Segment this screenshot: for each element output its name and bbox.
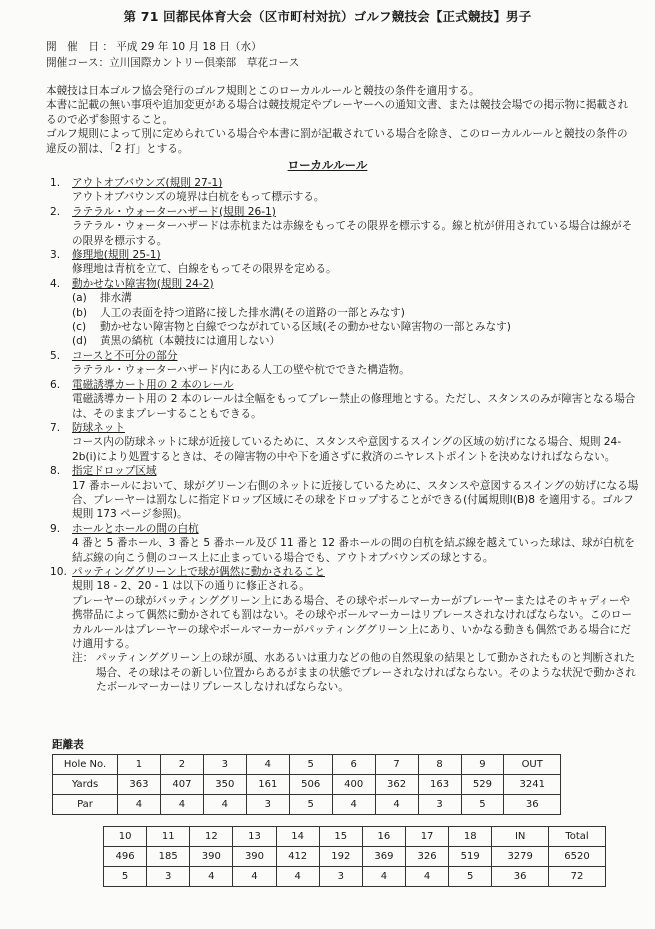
rule-body-text: ラテラル・ウォーターハザード内にある人工の壁や杭でできた構造物。 <box>72 364 410 377</box>
rule-body-text: 規則 18 - 2、20 - 1 は以下の通りに修正される。 <box>72 580 310 593</box>
table-row <box>104 827 606 847</box>
table-cell: 3 <box>418 795 461 815</box>
rule-item <box>50 176 640 205</box>
table-cell: 529 <box>461 775 504 795</box>
rule-note <box>50 651 640 694</box>
rule-body-text: アウトオブバウンズの境界は白杭をもって標示する。 <box>72 191 325 204</box>
table-cell: 3 <box>246 795 289 815</box>
sub-item-mark: (a) <box>72 292 87 305</box>
rule-item <box>50 421 640 464</box>
rule-heading <box>50 421 640 435</box>
table-cell: 4 <box>118 795 161 815</box>
table-cell: 363 <box>118 775 161 795</box>
table-row <box>53 795 561 815</box>
table-cell: 5 <box>289 755 332 775</box>
event-date: 開 催 日 ： 平成 29 年 10 月 18 日（水） <box>46 41 262 53</box>
rule-sub-item <box>72 306 640 320</box>
table-cell: 6520 <box>549 847 606 867</box>
table-cell: Par <box>53 795 118 815</box>
intro-text <box>46 84 636 156</box>
rule-body-text: 修理地は青杭を立て、白線をもってその限界を定める。 <box>72 263 337 276</box>
note-mark: 注： <box>72 652 94 665</box>
rule-body-text: ラテラル・ウォーターハザードは赤杭または赤線をもってその限界を標示する。線と杭が併用されている場合は線がその限界を標示する。 <box>72 220 633 247</box>
rule-item <box>50 378 640 421</box>
table-cell: 4 <box>362 867 405 887</box>
rule-body <box>50 392 640 421</box>
table-cell: 163 <box>418 775 461 795</box>
table-cell: 350 <box>203 775 246 795</box>
rule-title: 動かせない障害物(規則 24-2) <box>72 277 214 290</box>
rule-number: 7. <box>50 421 61 434</box>
sub-item-text: 黄黒の縞杭（本競技には適用しない） <box>100 335 281 348</box>
table-cell: Total <box>549 827 606 847</box>
table-cell: 185 <box>147 847 190 867</box>
rule-title: ホールとホールの間の白杭 <box>72 522 199 535</box>
rule-heading <box>50 277 640 291</box>
rule-item <box>50 464 640 522</box>
rule-body-text: プレーヤーの球がパッティンググリーン上にある場合、その球やボールマーカーがプレーヤーまたはそのキャディーや携帯品によって偶然に動かされても罰はない。その球やボールマーカーはリプレースされなければならない。このローカルルールはプレーヤーの球やボールマーカーがパッティンググリーン上にあり、いかなる動きも偶然である場合にだけ適用する。 <box>72 594 633 650</box>
rule-number: 5. <box>50 349 61 362</box>
table-cell: 5 <box>289 795 332 815</box>
rule-heading <box>50 205 640 219</box>
table-cell: 506 <box>289 775 332 795</box>
table-cell: 496 <box>104 847 147 867</box>
rule-number: 6. <box>50 378 61 391</box>
rule-number: 3. <box>50 249 61 262</box>
table-cell: 5 <box>104 867 147 887</box>
table-cell: Hole No. <box>53 755 118 775</box>
rule-item <box>50 522 640 565</box>
rule-title: コースと不可分の部分 <box>72 349 178 362</box>
table-cell: 4 <box>160 795 203 815</box>
rule-item <box>50 277 640 349</box>
rule-item <box>50 248 640 277</box>
note-text: パッティンググリーン上の球が風、水あるいは重力などの他の自然現象の結果として動かされたものと判断された場合、その球はその新しい位置からあるがままの状態でプレーされなければならない。そのような状況で動かされたボールマーカーはリプレースしなければならない。 <box>96 652 636 694</box>
table-cell: 390 <box>233 847 276 867</box>
table-cell: 3279 <box>492 847 549 867</box>
table-cell: 400 <box>332 775 375 795</box>
intro-paragraph: 本書に記載の無い事項や追加変更がある場合は競技規定やプレーヤーへの通知文書、または競技会場での掲示物に掲載されるので必ず参照すること。 <box>46 99 629 126</box>
event-course: 開催コース：立川国際カントリー倶楽部 草花コース <box>46 57 300 69</box>
rule-title: 修理地(規則 25-1) <box>72 249 161 262</box>
rule-title: 電磁誘導カート用の 2 本のレール <box>72 378 234 391</box>
rule-body <box>50 435 640 464</box>
table-cell: Yards <box>53 775 118 795</box>
rule-heading <box>50 349 640 363</box>
distance-table-label: 距離表 <box>52 739 84 751</box>
table-cell: 362 <box>375 775 418 795</box>
rule-body <box>50 262 640 276</box>
rule-number: 4. <box>50 277 61 290</box>
sub-item-mark: (d) <box>72 335 87 348</box>
rule-body-text: 電磁誘導カート用の 2 本のレールは全幅をもってプレー禁止の修理地とする。ただし、スタンスのみが障害となる場合は、そのままプレーすることもできる。 <box>72 393 636 420</box>
table-cell: 4 <box>233 867 276 887</box>
distance-table-back <box>103 826 606 887</box>
table-cell: 11 <box>147 827 190 847</box>
table-cell: OUT <box>504 755 561 775</box>
sub-item-text: 人工の表面を持つ道路に接した排水溝(その道路の一部とみなす) <box>100 306 405 319</box>
rule-title: ラテラル・ウォーターハザード(規則 26-1) <box>72 205 276 218</box>
rule-body-text: 4 番と 5 番ホール、3 番と 5 番ホール及び 11 番と 12 番ホールの間の白杭を結ぶ線を越えていった球は、球が白杭を結ぶ線の向こう側のコース上に止まっている場合でも、アウトオブバウンズの球とする。 <box>72 537 635 564</box>
table-cell: 8 <box>418 755 461 775</box>
rule-heading <box>50 464 640 478</box>
table-cell: 4 <box>190 867 233 887</box>
table-cell: 18 <box>449 827 492 847</box>
table-cell: 412 <box>276 847 319 867</box>
table-cell: 36 <box>492 867 549 887</box>
rule-body <box>50 536 640 565</box>
rule-sub-item <box>72 320 640 334</box>
table-cell: 5 <box>449 867 492 887</box>
table-cell: 326 <box>405 847 448 867</box>
rule-heading <box>50 565 640 579</box>
table-cell: 14 <box>276 827 319 847</box>
rule-body <box>50 479 640 522</box>
table-cell: 17 <box>405 827 448 847</box>
rule-number: 2. <box>50 205 61 218</box>
table-cell: 3241 <box>504 775 561 795</box>
table-cell: 7 <box>375 755 418 775</box>
table-cell: 6 <box>332 755 375 775</box>
table-cell: 5 <box>461 795 504 815</box>
rule-title: パッティンググリーン上で球が偶然に動かされること <box>72 565 325 578</box>
rule-sub-item <box>72 291 640 305</box>
page-title: 第 71 回都民体育大会（区市町村対抗）ゴルフ競技会【正式競技】男子 <box>123 9 532 24</box>
table-cell: 4 <box>203 795 246 815</box>
table-cell: 519 <box>449 847 492 867</box>
rule-body <box>50 190 640 204</box>
rule-title: 防球ネット <box>72 421 125 434</box>
rule-body-text: 17 番ホールにおいて、球がグリーン右側のネットに近接しているために、スタンスや意図するスイングの妨げになる場合、プレーヤーは罰なしに指定ドロップ区域にその球をドロップすることができる(付属規則Ⅰ(B)8 を適用する。ゴルフ規則 173 ページ参照)。 <box>72 479 639 521</box>
table-cell: 161 <box>246 775 289 795</box>
table-cell: 407 <box>160 775 203 795</box>
rule-number: 8. <box>50 465 61 478</box>
table-row <box>53 755 561 775</box>
rule-item <box>50 565 640 695</box>
rule-heading <box>50 176 640 190</box>
sub-item-mark: (c) <box>72 321 87 334</box>
table-cell: 1 <box>118 755 161 775</box>
intro-paragraph: ゴルフ規則によって別に定められている場合や本書に罰が記載されている場合を除き、このローカルルールと競技の条件の違反の罰は、「2 打」とする。 <box>46 128 628 155</box>
sub-item-mark: (b) <box>72 306 87 319</box>
rule-number: 9. <box>50 522 61 535</box>
rule-number: 1. <box>50 177 61 189</box>
sub-item-text: 動かせない障害物と白線でつながれている区域(その動かせない障害物の一部とみなす) <box>100 321 511 334</box>
table-cell: 4 <box>332 795 375 815</box>
rule-title: アウトオブバウンズ(規則 27-1) <box>72 177 223 189</box>
table-cell: 4 <box>276 867 319 887</box>
table-cell: 369 <box>362 847 405 867</box>
table-cell: 16 <box>362 827 405 847</box>
table-cell: 3 <box>203 755 246 775</box>
rule-sub-item <box>72 334 640 348</box>
rule-number: 10. <box>50 565 67 578</box>
rule-item <box>50 349 640 378</box>
table-cell: 192 <box>319 847 362 867</box>
table-cell: 3 <box>147 867 190 887</box>
rule-heading <box>50 522 640 536</box>
rule-body <box>50 363 640 377</box>
rule-heading <box>50 248 640 262</box>
distance-table-front <box>52 754 561 815</box>
rule-heading <box>50 378 640 392</box>
sub-item-text: 排水溝 <box>100 292 132 305</box>
table-cell: 4 <box>375 795 418 815</box>
intro-paragraph: 本競技は日本ゴルフ協会発行のゴルフ規則とこのローカルルールと競技の条件を適用する。 <box>46 85 480 97</box>
rule-title: 指定ドロップ区域 <box>72 465 157 478</box>
table-cell: 13 <box>233 827 276 847</box>
rules-list <box>50 176 640 695</box>
table-cell: 72 <box>549 867 606 887</box>
table-cell: 36 <box>504 795 561 815</box>
table-cell: 12 <box>190 827 233 847</box>
table-cell: 15 <box>319 827 362 847</box>
table-cell: 2 <box>160 755 203 775</box>
rule-body <box>50 579 640 651</box>
table-cell: 9 <box>461 755 504 775</box>
table-cell: 390 <box>190 847 233 867</box>
table-cell: 3 <box>319 867 362 887</box>
table-cell: 10 <box>104 827 147 847</box>
event-meta <box>46 40 299 72</box>
table-row <box>104 867 606 887</box>
table-row <box>53 775 561 795</box>
table-cell: IN <box>492 827 549 847</box>
rule-item <box>50 205 640 248</box>
rule-sub-list <box>50 291 640 349</box>
table-cell: 4 <box>246 755 289 775</box>
table-cell: 4 <box>405 867 448 887</box>
rule-body <box>50 219 640 248</box>
rule-body-text: コース内の防球ネットに球が近接しているために、スタンスや意図するスイングの区域の妨げになる場合、規則 24-2b(i)により処置するときは、その障害物の中や下を通さずに救済のニヤレストポイントを決めなければならない。 <box>72 436 622 463</box>
section-title-local-rules: ローカルルール <box>287 158 368 172</box>
table-row <box>104 847 606 867</box>
